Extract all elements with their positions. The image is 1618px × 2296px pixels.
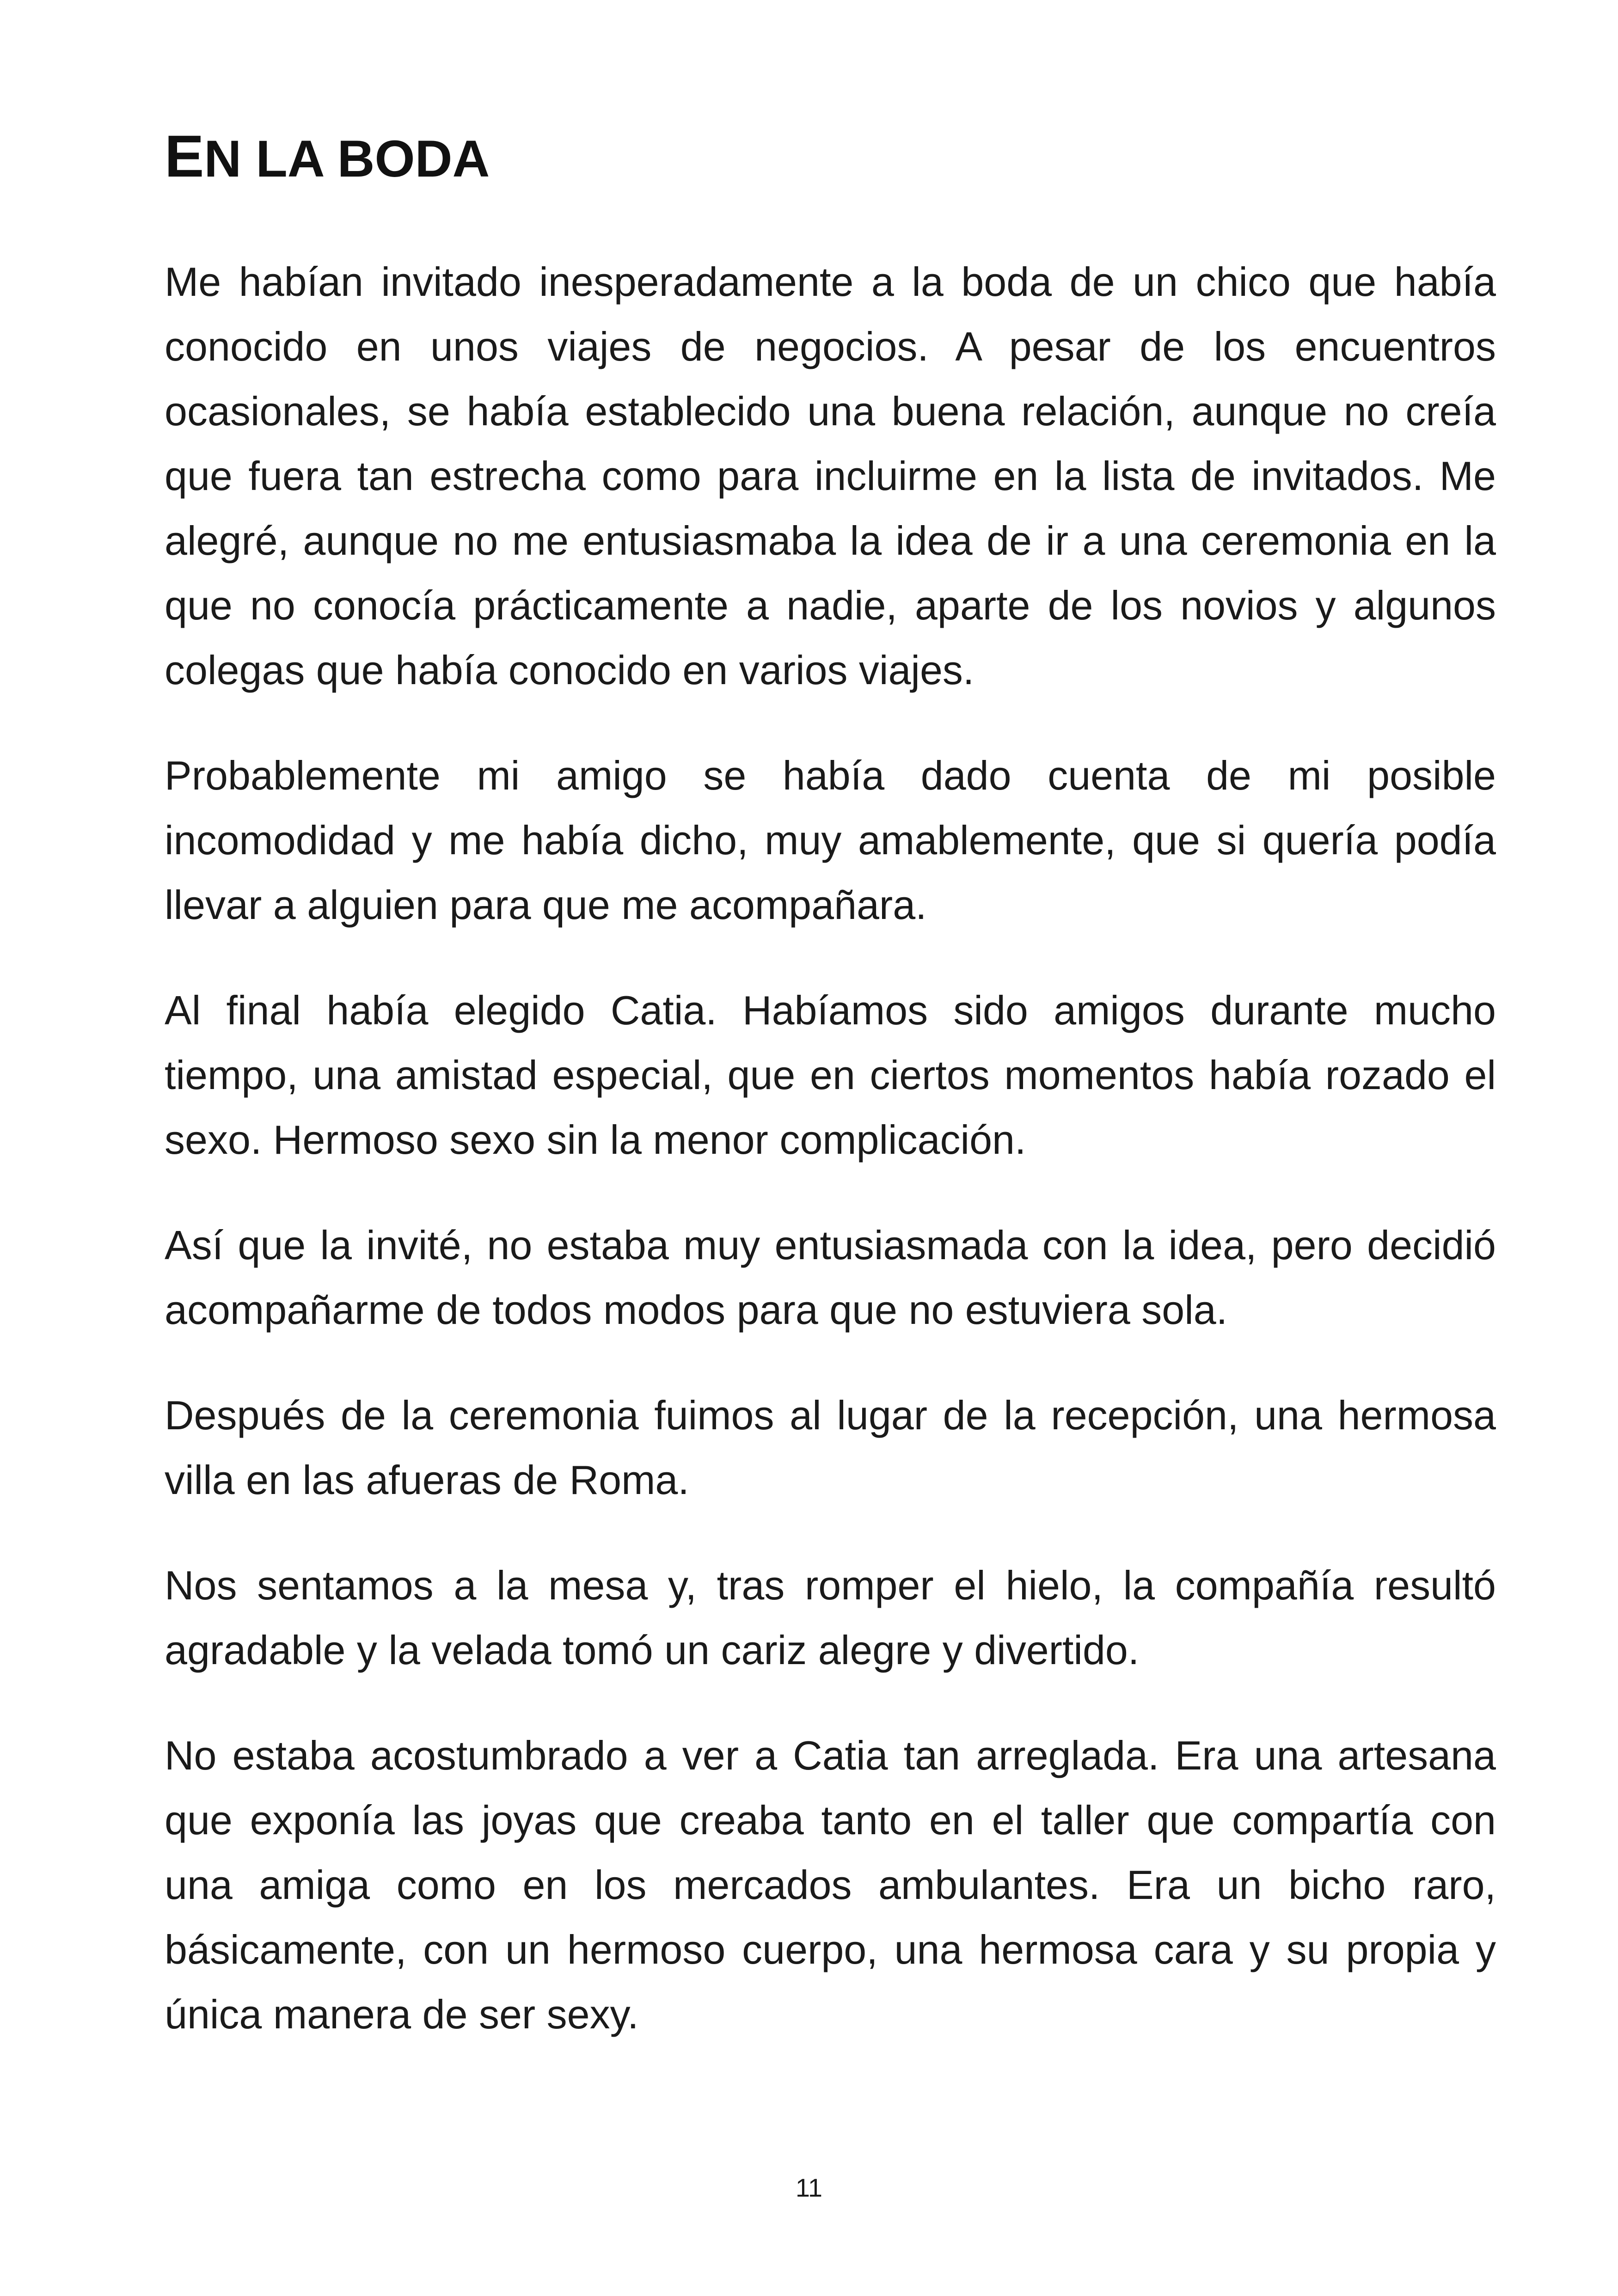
- paragraph: Después de la ceremonia fuimos al lugar de la recepción, una hermosa villa en las afueras de Roma.: [165, 1392, 1496, 1503]
- chapter-title-rest: N LA BODA: [204, 130, 490, 188]
- paragraph: Me habían invitado inesperadamente a la boda de un chico que había conocido en unos viajes de negocios. A pesar de los encuentros ocasionales, se había establecido una buena relación, aunque no creía que fuera tan estrecha como para incluirme en la lista de invitados. Me alegré, aunque no me entusiasmaba la idea de ir a una ceremonia en la que no conocía prácticamente a nadie, aparte de los novios y algunos colegas que había conocido en varios viajes.: [165, 259, 1496, 693]
- chapter-title-initial: E: [165, 123, 204, 190]
- page-number: 11: [795, 2173, 823, 2202]
- paragraph: Así que la invité, no estaba muy entusiasmada con la idea, pero decidió acompañarme de todos modos para que no estuviera sola.: [165, 1222, 1496, 1333]
- paragraph: Probablemente mi amigo se había dado cuenta de mi posible incomodidad y me había dicho, muy amablemente, que si quería podía llevar a alguien para que me acompañara.: [165, 753, 1496, 928]
- paragraph: No estaba acostumbrado a ver a Catia tan arreglada. Era una artesana que exponía las joyas que creaba tanto en el taller que compartía con una amiga como en los mercados ambulantes. Era un bicho raro, básicamente, con un hermoso cuerpo, una hermosa cara y su propia y única manera de ser sexy.: [165, 1733, 1496, 2037]
- paragraph: Nos sentamos a la mesa y, tras romper el hielo, la compañía resultó agradable y la velada tomó un cariz alegre y divertido.: [165, 1562, 1496, 1673]
- chapter-body: [165, 250, 1496, 2088]
- paragraph: Al final había elegido Catia. Habíamos sido amigos durante mucho tiempo, una amistad especial, que en ciertos momentos había rozado el sexo. Hermoso sexo sin la menor complicación.: [165, 987, 1496, 1163]
- chapter-title: [165, 121, 490, 192]
